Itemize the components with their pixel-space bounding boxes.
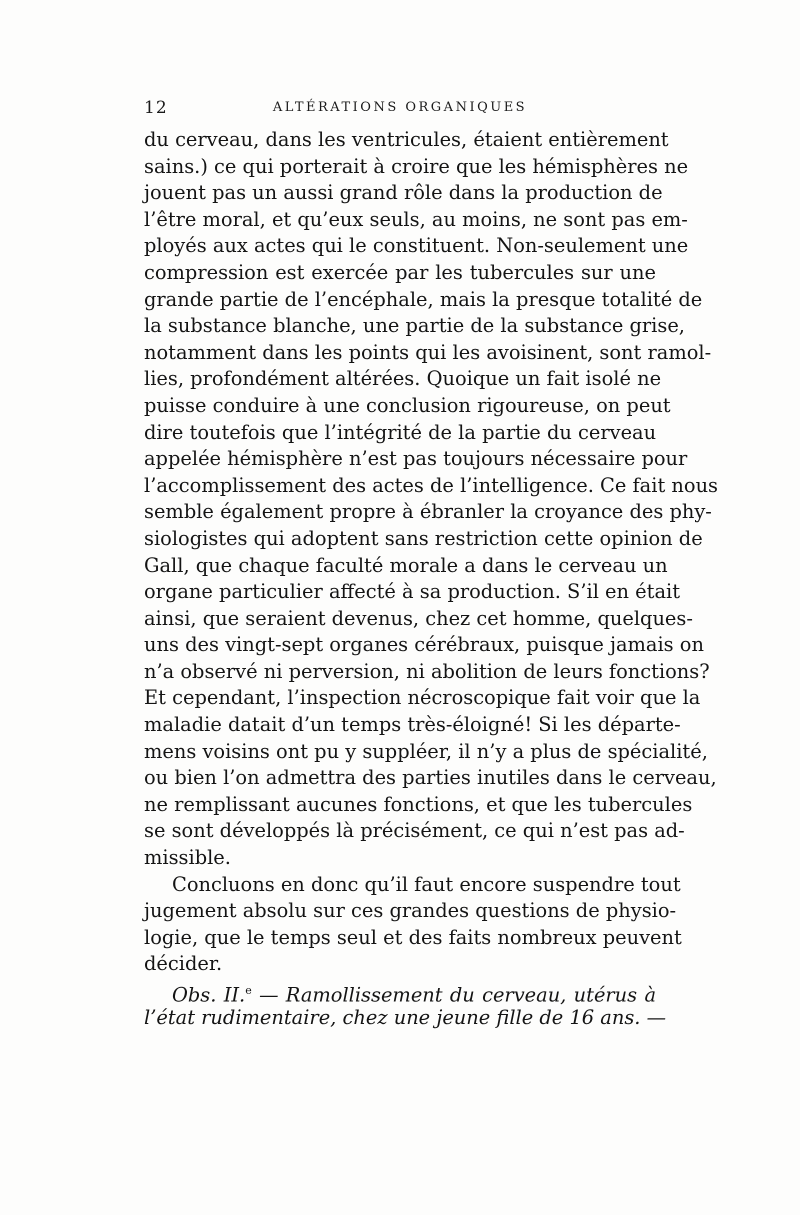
text-line: puisse conduire à une conclusion rigoureuse, on peut (144, 393, 671, 417)
text-line: logie, que le temps seul et des faits nombreux peuvent (144, 925, 682, 949)
text-line: ainsi, que seraient devenus, chez cet homme, quelques- (144, 606, 693, 630)
text-line: grande partie de l’encéphale, mais la presque totalité de (144, 287, 703, 311)
text-line: organe particulier affecté à sa production. S’il en était (144, 580, 681, 604)
text-line: Concluons en donc qu’il faut encore suspendre tout (172, 872, 681, 896)
text-line: siologistes qui adoptent sans restriction cette opinion de (144, 526, 703, 550)
text-line: ployés aux actes qui le constituent. Non-seulement une (144, 234, 689, 258)
body-text (144, 127, 719, 1031)
text-line: notamment dans les points qui les avoisinent, sont ramol- (144, 340, 712, 364)
text-line: lies, profondément altérées. Quoique un fait isolé ne (144, 367, 662, 391)
running-head (144, 98, 656, 122)
page-number: 12 (144, 98, 168, 118)
text-line: sains.) ce qui porterait à croire que les hémisphères ne (144, 154, 689, 178)
observation-superscript: e (245, 984, 252, 997)
text-line: n’a observé ni perversion, ni abolition de leurs fonctions? (144, 659, 710, 683)
running-title: ALTÉRATIONS ORGANIQUES (272, 100, 528, 115)
observation-label: Obs. II. (172, 983, 246, 1007)
text-line: maladie datait d’un temps très-éloigné! Si les départe- (144, 713, 681, 737)
text-line: décider. (144, 952, 223, 976)
text-line: dire toutefois que l’intégrité de la partie du cerveau (144, 420, 657, 444)
text-line: jouent pas un aussi grand rôle dans la production de (144, 181, 663, 205)
text-line: la substance blanche, une partie de la substance grise, (144, 314, 685, 338)
text-line: missible. (144, 846, 231, 870)
observation-title-part1: — Ramollissement du cerveau, utérus à (259, 983, 656, 1007)
text-line: Gall, que chaque faculté morale a dans le cerveau un (144, 553, 668, 577)
text-line: ou bien l’on admettra des parties inutiles dans le cerveau, (144, 766, 717, 790)
text-line: mens voisins ont pu y suppléer, il n’y a plus de spécialité, (144, 739, 708, 763)
text-line: compression est exercée par les tubercules sur une (144, 260, 656, 284)
text-line: ne remplissant aucunes fonctions, et que les tubercules (144, 792, 693, 816)
text-line: uns des vingt-sept organes cérébraux, puisque jamais on (144, 633, 704, 657)
text-line: jugement absolu sur ces grandes questions de physio- (144, 899, 677, 923)
observation-title-part2: l’état rudimentaire, chez une jeune fille de 16 ans. — (144, 1005, 667, 1029)
text-line: Et cependant, l’inspection nécroscopique fait voir que la (144, 686, 701, 710)
text-line: appelée hémisphère n’est pas toujours nécessaire pour (144, 447, 688, 471)
text-line: du cerveau, dans les ventricules, étaient entièrement (144, 128, 669, 151)
text-line: l’accomplissement des actes de l’intelligence. Ce fait nous (144, 473, 719, 497)
text-line: semble également propre à ébranler la croyance des phy- (144, 500, 712, 524)
observation-heading (144, 978, 656, 1005)
text-line: l’être moral, et qu’eux seuls, au moins, ne sont pas em- (144, 207, 688, 231)
text-line: se sont développés là précisément, ce qui n’est pas ad- (144, 819, 685, 843)
